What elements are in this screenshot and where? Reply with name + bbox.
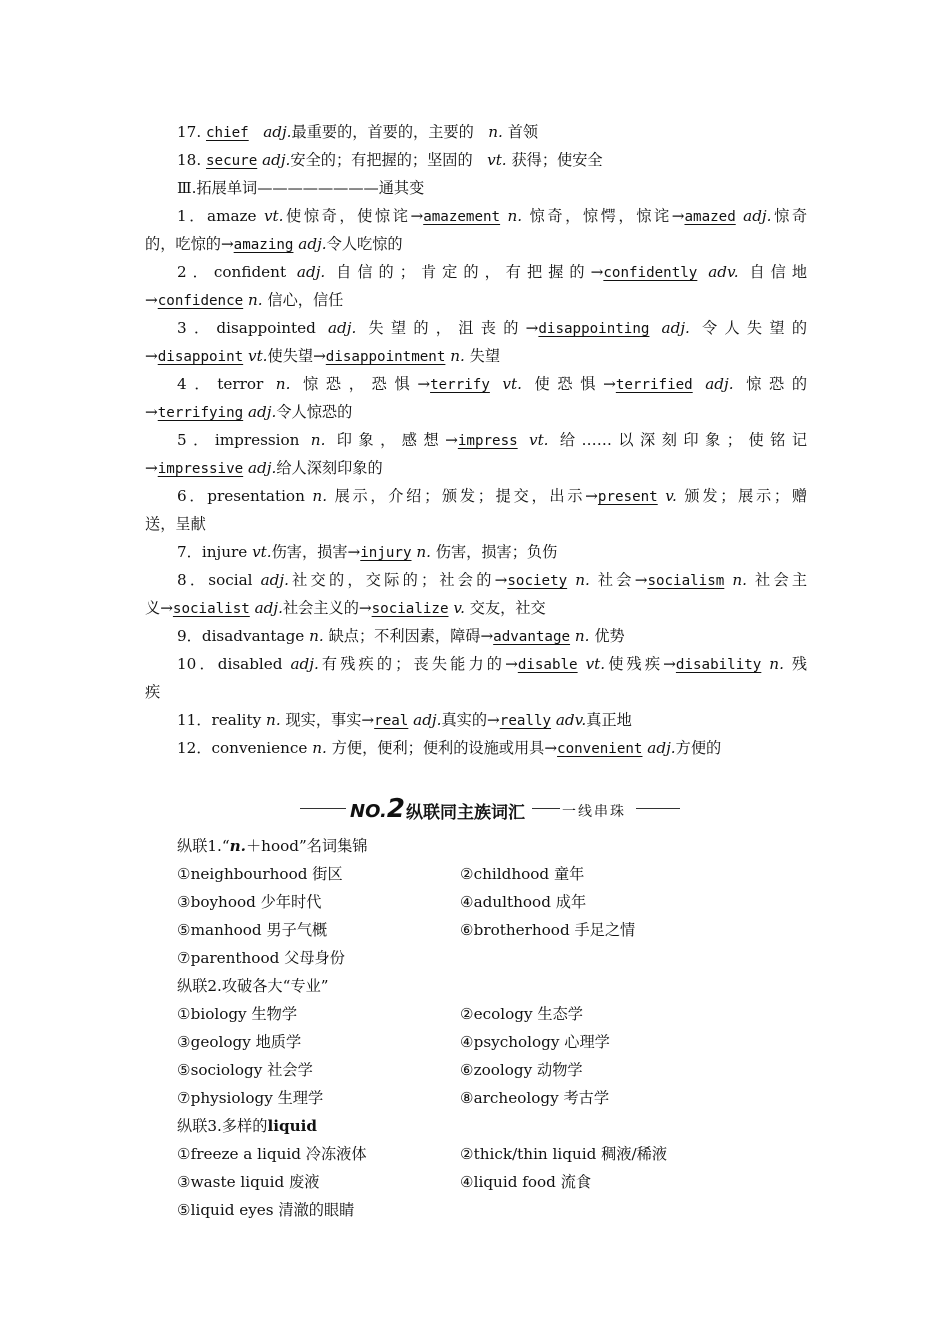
text-span: n. (312, 739, 327, 757)
text-span: 颁发；展示；赠 (684, 487, 807, 505)
text-span: 7．injure (177, 543, 248, 561)
text-span: → (145, 347, 158, 365)
text-span: ⑥zoology 动物学 (460, 1061, 583, 1079)
text-span: 现实，事实→ (285, 711, 375, 729)
part-of-speech: n. (488, 123, 503, 141)
expand-entry-7 (177, 542, 807, 563)
expand-entry-10-cont: 疾 (145, 683, 161, 701)
text-span: 给……以深刻印象；使铭记 (559, 431, 807, 449)
text-span: 社会→ (597, 571, 648, 589)
text-span: → (145, 403, 158, 421)
banner-number (350, 794, 405, 824)
expand-entry-1 (177, 206, 807, 227)
part-of-speech: adj. (263, 123, 292, 141)
text-span: ⑤manhood 男子气概 (177, 921, 328, 939)
text-span: n. (507, 207, 523, 225)
text-span: adj. (647, 739, 676, 757)
text-span: vt. (263, 207, 284, 225)
expand-entry-10 (177, 654, 807, 675)
text-span: adj. (254, 599, 283, 617)
text-span: ④adulthood 成年 (460, 893, 587, 911)
text-span: 有残疾的；丧失能力的→ (318, 655, 518, 673)
expand-entry-2-cont (145, 290, 807, 311)
expand-entry-4-cont (145, 402, 807, 423)
text-span: n. (312, 487, 328, 505)
text-span: adj. (290, 655, 319, 673)
text-span: NO. (350, 801, 387, 822)
text-span: terrifying (157, 405, 244, 421)
expand-entry-5 (177, 430, 807, 451)
part-of-speech: vt. (487, 151, 507, 169)
expand-entry-8-cont (145, 598, 807, 619)
meaning: 首领 (507, 123, 539, 141)
text-span: 2 (386, 794, 405, 824)
text-span: real (374, 713, 409, 729)
text-span: 的，吃惊的→ (145, 235, 234, 253)
list-item (177, 948, 807, 968)
text-span: 社交的，交际的；社会的→ (288, 571, 508, 589)
list-item (177, 1004, 807, 1024)
text-span: vt. (247, 347, 268, 365)
group3-heading (177, 1116, 807, 1136)
text-span: 给人深刻印象的 (276, 459, 383, 477)
text-span: ④liquid food 流食 (460, 1173, 592, 1191)
text-span: 缺点；不利因素，障碍→ (328, 627, 494, 645)
text-span: n. (769, 655, 784, 673)
expand-entry-9 (177, 626, 807, 647)
text-span: n. (247, 291, 263, 309)
list-item (177, 1060, 807, 1080)
expand-entry-5-cont (145, 458, 807, 479)
text-span: 真实的→ (441, 711, 500, 729)
text-span: n. (309, 627, 324, 645)
expand-entry-11 (177, 710, 807, 731)
entry-number: 18. (177, 151, 202, 169)
meaning: 安全的；有把握的；坚固的 (290, 151, 473, 169)
text-span: ＋hood”名词集锦 (245, 837, 368, 855)
text-span: impressive (157, 461, 244, 477)
text-span: ②childhood 童年 (460, 865, 585, 883)
text-span: 伤害，损害；负伤 (435, 543, 558, 561)
text-span: liquid (267, 1117, 318, 1135)
text-span: adj. (327, 319, 357, 337)
entry-17 (177, 122, 807, 143)
text-span: 纵联3.多样的 (177, 1117, 268, 1135)
text-span: → (145, 291, 158, 309)
text-span: 方便的 (675, 739, 722, 757)
text-span: 方便，便利；便利的设施或用具→ (331, 739, 558, 757)
text-span: 惊恐的 (746, 375, 807, 393)
text-span: terrify (430, 377, 490, 393)
text-span: 9．disadvantage (177, 627, 305, 645)
list-item (177, 1032, 807, 1052)
text-span: 使惊奇，使惊诧→ (283, 207, 424, 225)
text-span: disappoint (157, 349, 244, 365)
text-span: vt. (502, 375, 522, 393)
text-span: n. (266, 711, 281, 729)
group1-heading (177, 836, 807, 856)
expand-entry-12 (177, 738, 807, 759)
text-span: amazement (423, 209, 501, 225)
text-span: 失望 (469, 347, 501, 365)
list-item (177, 1088, 807, 1108)
text-span: 惊奇，惊愕，惊诧→ (529, 207, 685, 225)
expand-entry-4 (177, 374, 807, 395)
text-span: 8．social (177, 571, 253, 589)
text-span: adj. (247, 459, 277, 477)
entry-number: 17. (177, 123, 202, 141)
text-span: 惊奇 (771, 207, 807, 225)
text-span: n. (732, 571, 747, 589)
text-span: 信心，信任 (267, 291, 344, 309)
text-span: adj. (296, 263, 326, 281)
text-span: 优势 (594, 627, 625, 645)
group2-heading: 纵联2.攻破各大“专业” (177, 977, 329, 995)
text-span: disappointment (325, 349, 446, 365)
text-span: v. (665, 487, 677, 505)
headword: chief (205, 125, 249, 141)
text-span: socialist (172, 601, 250, 617)
entry-18 (177, 150, 807, 171)
section-heading: Ⅲ.拓展单词————————通其变 (177, 179, 425, 197)
banner-rule-right (636, 808, 680, 809)
text-span: 5．impression (177, 431, 300, 449)
list-item (177, 864, 807, 884)
text-span: 印象，感想→ (336, 431, 458, 449)
text-span: 交友，社交 (469, 599, 546, 617)
text-span: 纵联1.“ (177, 837, 230, 855)
text-span: vt. (528, 431, 549, 449)
text-span: 伤害，损害→ (271, 543, 361, 561)
text-span: 义→ (145, 599, 173, 617)
text-span: advantage (493, 629, 571, 645)
text-span: ⑦parenthood 父母身份 (177, 949, 345, 967)
expand-entry-3-cont (145, 346, 807, 367)
text-span: amazing (233, 237, 294, 253)
text-span: 1．amaze (177, 207, 257, 225)
text-span: 自信的；肯定的，有把握的→ (336, 263, 604, 281)
text-span: 3．disappointed (177, 319, 316, 337)
text-span: 11．reality (177, 711, 262, 729)
text-span: ⑦physiology 生理学 (177, 1089, 324, 1107)
text-span: ⑤liquid eyes 清澈的眼睛 (177, 1201, 355, 1219)
expand-entry-1-cont (145, 234, 807, 255)
text-span: 展示，介绍；颁发；提交，出示→ (334, 487, 598, 505)
text-span: ①freeze a liquid 冷冻液体 (177, 1145, 367, 1163)
text-span: 失望的，沮丧的→ (368, 319, 539, 337)
text-span: adj. (247, 403, 277, 421)
text-span: 令人失望的 (701, 319, 807, 337)
text-span: ②thick/thin liquid 稠液/稀液 (460, 1145, 668, 1163)
meaning: 最重要的，首要的，主要的 (291, 123, 474, 141)
text-span: 6．presentation (177, 487, 305, 505)
expand-entry-8 (177, 570, 807, 591)
text-span: 令人吃惊的 (326, 235, 403, 253)
banner-rule-mid (532, 808, 560, 809)
text-span: ①neighbourhood 街区 (177, 865, 343, 883)
text-span: v. (453, 599, 465, 617)
text-span: ④psychology 心理学 (460, 1033, 610, 1051)
text-span: 使恐惧→ (534, 375, 616, 393)
text-span: 12．convenience (177, 739, 308, 757)
part-of-speech: adj. (262, 151, 291, 169)
text-span: present (597, 489, 658, 505)
text-span: 使失望→ (267, 347, 326, 365)
text-span: ⑧archeology 考古学 (460, 1089, 610, 1107)
text-span: ③geology 地质学 (177, 1033, 302, 1051)
list-item (177, 920, 807, 940)
text-span: 真正地 (586, 711, 632, 729)
expand-entry-6-cont: 送，呈献 (145, 515, 206, 533)
section-banner (300, 794, 680, 822)
headword: secure (205, 153, 258, 169)
text-span: vt. (252, 543, 272, 561)
text-span: disable (517, 657, 578, 673)
text-span: adj. (661, 319, 690, 337)
text-span: n. (310, 431, 326, 449)
text-span: ①biology 生物学 (177, 1005, 298, 1023)
text-span: impress (457, 433, 518, 449)
text-span: n. (416, 543, 431, 561)
banner-subtitle: 一线串珠 (562, 804, 626, 820)
text-span: 令人惊恐的 (276, 403, 353, 421)
expand-entry-2 (177, 262, 807, 283)
text-span: → (145, 459, 158, 477)
text-span: terrified (615, 377, 693, 393)
text-span: injury (360, 545, 412, 561)
text-span: ②ecology 生态学 (460, 1005, 583, 1023)
list-item (177, 1144, 807, 1164)
text-span: adj. (705, 375, 734, 393)
text-span: 社会主 (755, 571, 807, 589)
list-item (177, 1200, 807, 1220)
text-span: 使残疾→ (605, 655, 676, 673)
expand-entry-3 (177, 318, 807, 339)
text-span: really (499, 713, 552, 729)
expand-entry-6 (177, 486, 807, 507)
text-span: disability (675, 657, 762, 673)
text-span: ③waste liquid 废液 (177, 1173, 320, 1191)
text-span: 惊恐，恐惧→ (302, 375, 431, 393)
text-span: adv. (708, 263, 739, 281)
banner-title: 纵联同主族词汇 (406, 803, 525, 823)
text-span: adj. (298, 235, 327, 253)
text-span: n. (574, 627, 590, 645)
list-item (177, 1172, 807, 1192)
text-span: n. (275, 375, 291, 393)
text-span: society (507, 573, 568, 589)
text-span: socialize (371, 601, 449, 617)
text-span: 残 (791, 655, 807, 673)
text-span: adj. (743, 207, 772, 225)
text-span: adj. (260, 571, 289, 589)
text-span: 社会主义的→ (282, 599, 372, 617)
list-item (177, 892, 807, 912)
text-span: convenient (557, 741, 643, 757)
text-span: confidently (603, 265, 698, 281)
text-span: ⑥brotherhood 手足之情 (460, 921, 636, 939)
text-span: ⑤sociology 社会学 (177, 1061, 313, 1079)
text-span: n. (450, 347, 465, 365)
text-span: ③boyhood 少年时代 (177, 893, 322, 911)
text-span: socialism (647, 573, 725, 589)
text-span: n. (575, 571, 590, 589)
banner-rule-left (300, 808, 346, 809)
text-span: 2．confident (177, 263, 287, 281)
text-span: amazed (684, 209, 736, 225)
meaning: 获得；使安全 (511, 151, 603, 169)
text-span: 4．terror (177, 375, 264, 393)
text-span: adj. (413, 711, 442, 729)
text-span: 自信地 (749, 263, 807, 281)
text-span: adv. (555, 711, 587, 729)
text-span: disappointing (538, 321, 650, 337)
text-span: n. (229, 837, 246, 855)
text-span: vt. (585, 655, 606, 673)
text-span: confidence (157, 293, 244, 309)
text-span: 10．disabled (177, 655, 283, 673)
